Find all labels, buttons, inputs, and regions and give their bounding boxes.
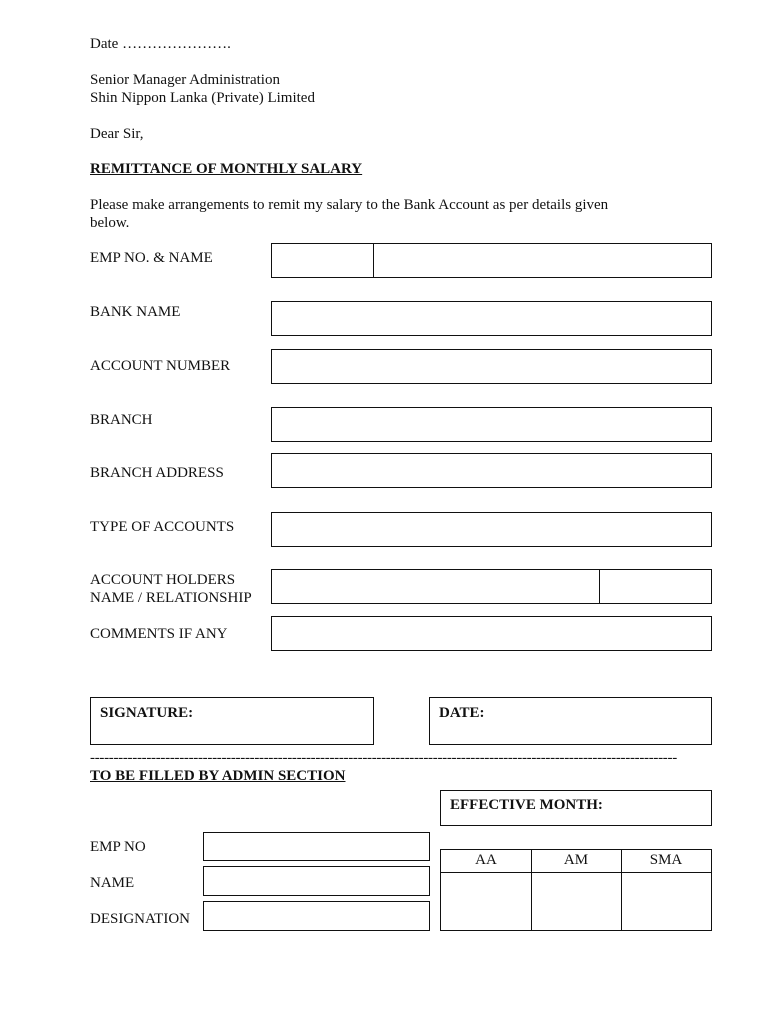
account-holders-field[interactable] <box>271 569 712 604</box>
recipient-title: Senior Manager Administration <box>90 72 280 88</box>
approval-col-sma: SMA <box>649 852 683 868</box>
type-of-accounts-field[interactable] <box>271 512 712 547</box>
admin-designation-label: DESIGNATION <box>90 911 190 927</box>
approval-cell-sma[interactable] <box>622 873 711 930</box>
account-holders-label-line1: ACCOUNT HOLDERS <box>90 572 236 588</box>
approval-cell-aa[interactable] <box>441 873 531 930</box>
section-divider: ----------------------------------------------------------------------------------------------------------------------------- <box>90 750 677 766</box>
body-text-line2: below. <box>90 215 130 231</box>
comments-field[interactable] <box>271 616 712 651</box>
letter-subject: REMITTANCE OF MONTHLY SALARY <box>90 161 363 177</box>
admin-emp-no-field[interactable] <box>203 832 430 861</box>
emp-no-name-label: EMP NO. & NAME <box>90 250 213 266</box>
approval-col-aa: AA <box>475 852 497 868</box>
account-holders-label-line2: NAME / RELATIONSHIP <box>90 590 252 606</box>
account-holders-divider <box>599 570 600 603</box>
approval-table <box>440 849 712 931</box>
branch-address-label: BRANCH ADDRESS <box>90 465 224 481</box>
body-text-line1: Please make arrangements to remit my salary to the Bank Account as per details given <box>90 197 609 213</box>
date-line: Date …………………. <box>90 36 231 52</box>
approval-col-am: AM <box>563 852 589 868</box>
account-number-field[interactable] <box>271 349 712 384</box>
salutation: Dear Sir, <box>90 126 144 142</box>
signature-label: SIGNATURE: <box>100 705 194 721</box>
emp-no-name-divider <box>373 244 374 277</box>
comments-label: COMMENTS IF ANY <box>90 626 228 642</box>
effective-month-label: EFFECTIVE MONTH: <box>450 797 603 813</box>
branch-label: BRANCH <box>90 412 153 428</box>
admin-name-field[interactable] <box>203 866 430 896</box>
effective-month-box[interactable] <box>440 790 712 826</box>
signature-box[interactable] <box>90 697 374 745</box>
branch-address-field[interactable] <box>271 453 712 488</box>
admin-section-heading: TO BE FILLED BY ADMIN SECTION <box>90 768 346 784</box>
type-of-accounts-label: TYPE OF ACCOUNTS <box>90 519 235 535</box>
branch-field[interactable] <box>271 407 712 442</box>
bank-name-field[interactable] <box>271 301 712 336</box>
date-label: DATE: <box>439 705 485 721</box>
admin-name-label: NAME <box>90 875 135 891</box>
admin-emp-no-label: EMP NO <box>90 839 146 855</box>
admin-designation-field[interactable] <box>203 901 430 931</box>
emp-no-name-field[interactable] <box>271 243 712 278</box>
approval-cell-am[interactable] <box>532 873 621 930</box>
bank-name-label: BANK NAME <box>90 304 181 320</box>
recipient-company: Shin Nippon Lanka (Private) Limited <box>90 90 315 106</box>
date-box[interactable] <box>429 697 712 745</box>
account-number-label: ACCOUNT NUMBER <box>90 358 231 374</box>
